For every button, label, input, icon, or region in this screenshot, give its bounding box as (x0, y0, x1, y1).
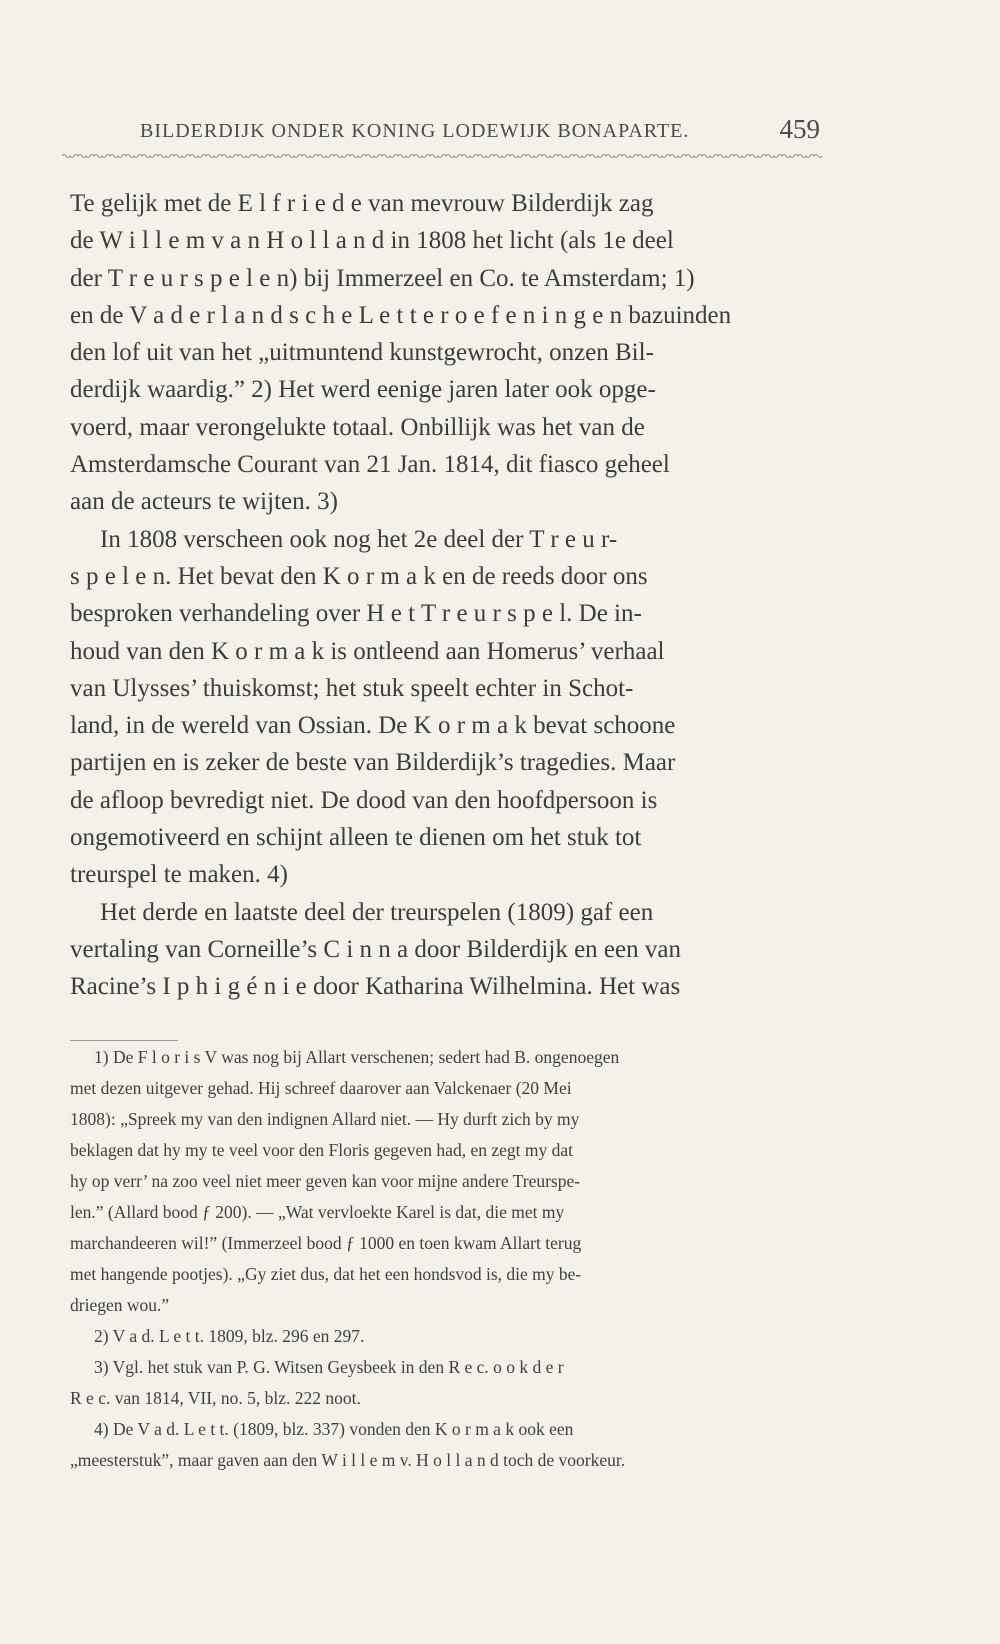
footnote-line: hy op verr’ na zoo veel niet meer geven kan voor mijne andere Treurspe- (70, 1171, 581, 1191)
text-line: Het derde en laatste deel der treurspelen (1809) gaf een (100, 898, 654, 926)
text-line: In 1808 verscheen ook nog het 2e deel der T r e u r- (100, 525, 618, 553)
text-line: de W i l l e m v a n H o l l a n d in 1808 het licht (als 1e deel (70, 227, 674, 255)
footnote-line: len.” (Allard bood ƒ 200). — „Wat vervloekte Karel is dat, die met my (70, 1202, 565, 1222)
text-line: ongemotiveerd en schijnt alleen te dienen om het stuk tot (70, 824, 642, 852)
footnote-line: met dezen uitgever gehad. Hij schreef daarover aan Valckenaer (20 Mei (70, 1078, 572, 1098)
text-line: vertaling van Corneille’s C i n n a door Bilderdijk en een van (70, 935, 681, 963)
text-line: partijen en is zeker de beste van Bilderdijk’s tragedies. Maar (70, 749, 676, 777)
text-line: de afloop bevredigt niet. De dood van den hoofdpersoon is (70, 786, 658, 814)
body-text (70, 190, 822, 1011)
footnote-line: beklagen dat hy my te veel voor den Floris gegeven had, en zegt my dat (70, 1140, 573, 1160)
footnotes (70, 1047, 822, 1481)
running-title: BILDERDIJK ONDER KONING LODEWIJK BONAPARTE. (140, 120, 690, 142)
footnote-line: R e c. van 1814, VII, no. 5, blz. 222 noot. (70, 1388, 361, 1408)
footnote-line: 1) De F l o r i s V was nog bij Allart verschenen; sedert had B. ongenoegen (94, 1047, 620, 1067)
text-line: Racine’s I p h i g é n i e door Katharina Wilhelmina. Het was (70, 973, 681, 1001)
footnote-line: 1808): „Spreek my van den indignen Allard niet. — Hy durft zich by my (70, 1109, 580, 1129)
text-line: houd van den K o r m a k is ontleend aan Homerus’ verhaal (70, 637, 665, 665)
page-number: 459 (779, 114, 820, 144)
text-line: aan de acteurs te wijten. 3) (70, 488, 338, 516)
text-line: den lof uit van het „uitmuntend kunstgewrocht, onzen Bil- (70, 339, 654, 367)
text-line: land, in de wereld van Ossian. De K o r m a k bevat schoone (70, 712, 676, 740)
footnote-line: „meesterstuk”, maar gaven aan den W i l l e m v. H o l l a n d toch de voorkeur. (70, 1450, 626, 1470)
footnote-line: driegen wou.” (70, 1295, 170, 1315)
footnote-line: 2) V a d. L e t t. 1809, blz. 296 en 297. (94, 1326, 365, 1346)
text-line: besproken verhandeling over H e t T r e u r s p e l. De in- (70, 600, 642, 628)
footnote-line: marchandeeren wil!” (Immerzeel bood ƒ 1000 en toen kwam Allart terug (70, 1233, 582, 1253)
text-line: der T r e u r s p e l e n) bij Immerzeel en Co. te Amsterdam; 1) (70, 264, 695, 292)
text-line: Amsterdamsche Courant van 21 Jan. 1814, dit fiasco geheel (70, 451, 670, 479)
text-line: van Ulysses’ thuiskomst; het stuk speelt echter in Schot- (70, 674, 634, 702)
ornamental-rule (62, 150, 822, 162)
text-line: voerd, maar verongelukte totaal. Onbillijk was het van de (70, 413, 645, 441)
running-head (140, 110, 820, 150)
text-line: Te gelijk met de E l f r i e d e van mevrouw Bilderdijk zag (70, 190, 654, 217)
text-line: treurspel te maken. 4) (70, 861, 288, 889)
text-line: en de V a d e r l a n d s c h e L e t t e r o e f e n i n g e n bazuinden (70, 301, 732, 329)
footnote-separator (70, 1040, 178, 1041)
text-line: s p e l e n. Het bevat den K o r m a k en de reeds door ons (70, 562, 648, 590)
footnote-line: met hangende pootjes). „Gy ziet dus, dat het een hondsvod is, die my be- (70, 1264, 582, 1284)
footnote-line: 4) De V a d. L e t t. (1809, blz. 337) vonden den K o r m a k ook een (94, 1419, 574, 1439)
text-line: derdijk waardig.” 2) Het werd eenige jaren later ook opge- (70, 376, 656, 404)
footnote-line: 3) Vgl. het stuk van P. G. Witsen Geysbeek in den R e c. o o k d e r (94, 1357, 564, 1377)
